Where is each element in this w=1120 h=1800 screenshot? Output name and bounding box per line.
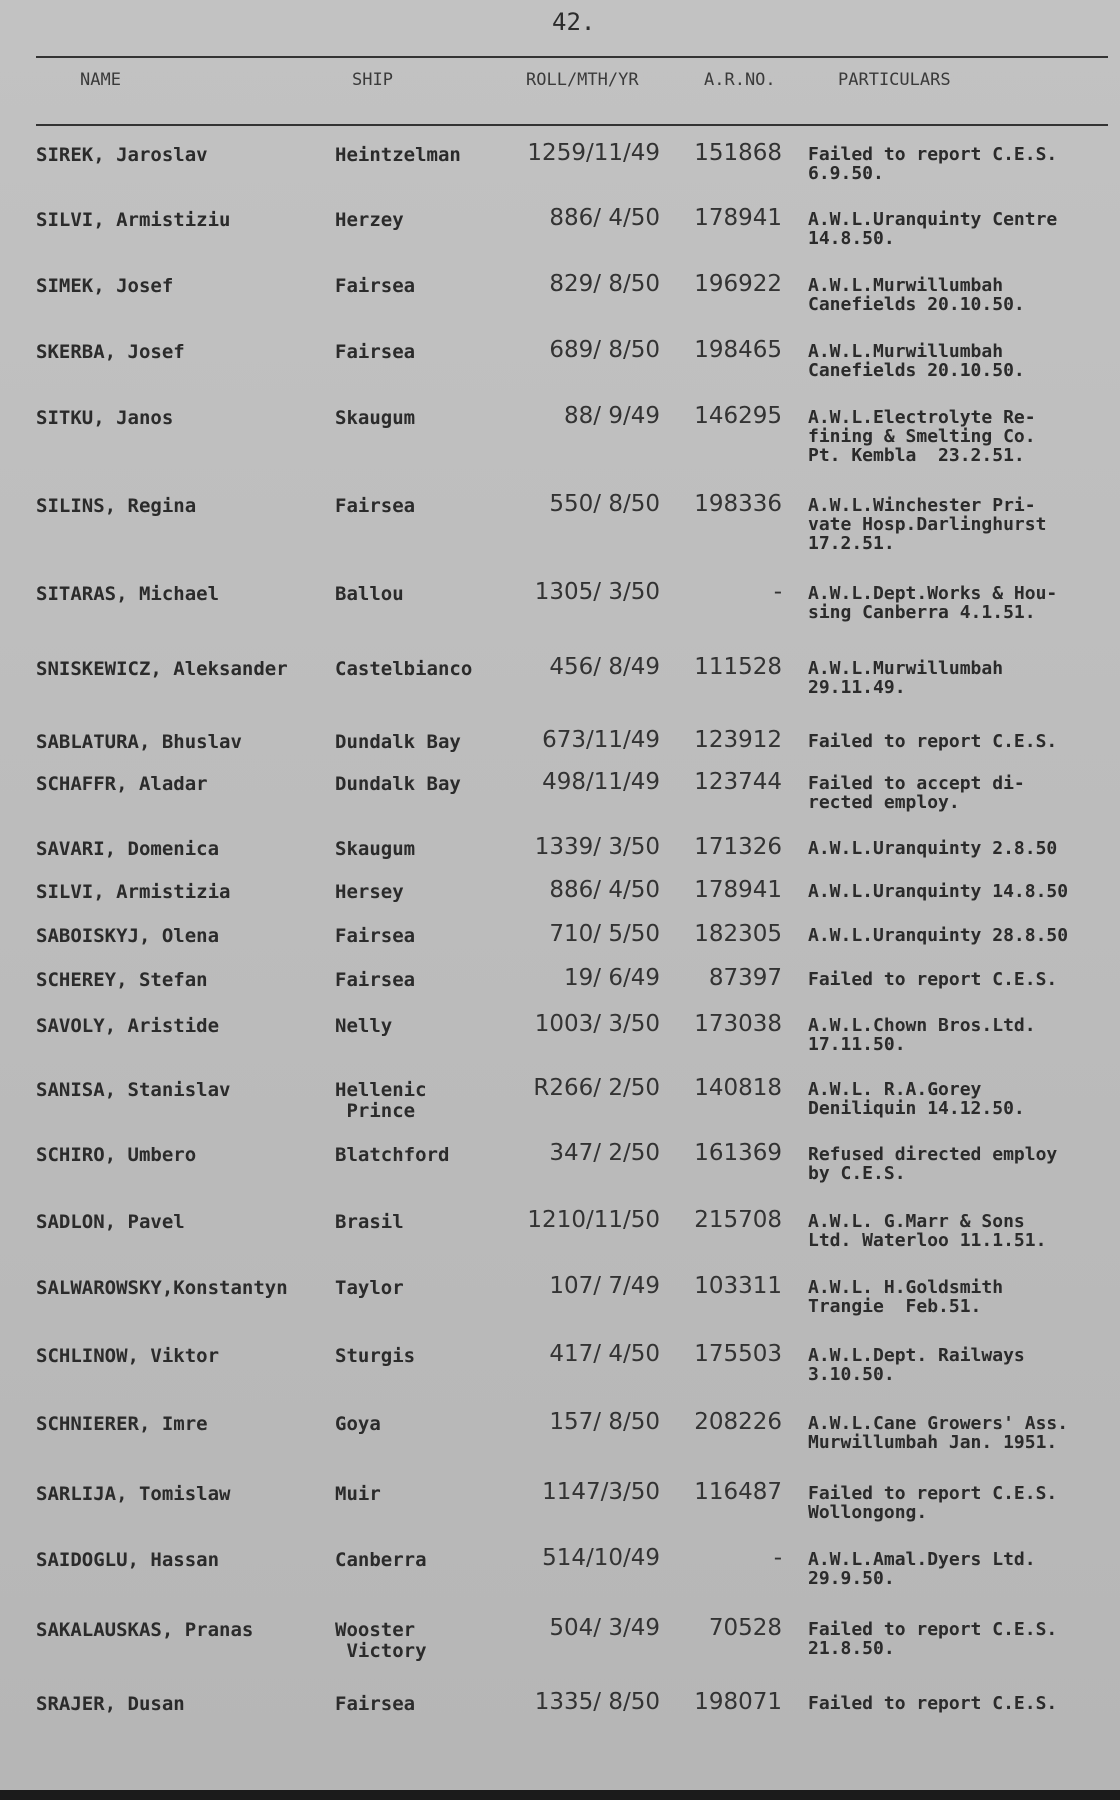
- name-cell: SCHIRO, Umbero: [36, 1144, 197, 1166]
- ship-cell: Dundalk Bay: [335, 731, 461, 753]
- particulars-cell: Failed to accept di- rected employ.: [808, 773, 1025, 813]
- ship-cell: Nelly: [335, 1015, 393, 1037]
- name-cell: SABLATURA, Bhuslav: [36, 731, 242, 753]
- roll-cell: 710/ 5/50: [549, 921, 660, 947]
- particulars-cell: A.W.L.Murwillumbah Canefields 20.10.50.: [808, 275, 1025, 315]
- name-cell: SCHEREY, Stefan: [36, 969, 208, 991]
- particulars-cell: A.W.L.Chown Bros.Ltd. 17.11.50.: [808, 1015, 1036, 1055]
- name-cell: SILVI, Armistizia: [36, 881, 231, 903]
- table-row: [0, 1341, 1120, 1406]
- particulars-cell: A.W.L.Uranquinty 14.8.50: [808, 881, 1069, 902]
- table-row: [0, 1545, 1120, 1610]
- table-row: [0, 271, 1120, 336]
- table-row: [0, 1409, 1120, 1474]
- particulars-cell: A.W.L.Murwillumbah 29.11.49.: [808, 658, 1004, 698]
- ship-cell: Fairsea: [335, 1693, 416, 1715]
- ar-no-cell: -: [773, 579, 782, 605]
- ar-no-cell: 182305: [694, 921, 782, 947]
- name-cell: SAVARI, Domenica: [36, 838, 220, 860]
- ship-cell: Fairsea: [335, 925, 416, 947]
- particulars-cell: Failed to report C.E.S.: [808, 731, 1058, 752]
- roll-cell: 829/ 8/50: [549, 271, 660, 297]
- ship-cell: Sturgis: [335, 1345, 416, 1367]
- ar-no-cell: 146295: [694, 403, 782, 429]
- ship-cell: Taylor: [335, 1277, 404, 1299]
- ship-cell: Muir: [335, 1483, 381, 1505]
- particulars-cell: Failed to report C.E.S. 6.9.50.: [808, 144, 1058, 184]
- particulars-cell: A.W.L.Uranquinty 28.8.50: [808, 925, 1069, 946]
- ship-cell: Fairsea: [335, 969, 416, 991]
- ar-no-cell: 198336: [694, 491, 782, 517]
- ar-no-cell: 123912: [694, 727, 782, 753]
- ar-no-cell: -: [773, 1545, 782, 1571]
- name-cell: SANISA, Stanislav: [36, 1079, 231, 1101]
- name-cell: SCHNIERER, Imre: [36, 1413, 208, 1435]
- ship-cell: Fairsea: [335, 275, 416, 297]
- header-ship: SHIP: [352, 70, 393, 90]
- roll-cell: 886/ 4/50: [549, 205, 660, 231]
- table-row: [0, 1075, 1120, 1140]
- table-row: [0, 337, 1120, 402]
- ar-no-cell: 175503: [694, 1341, 782, 1367]
- ship-cell: Hellenic Prince: [335, 1079, 427, 1122]
- table-row: [0, 1615, 1120, 1680]
- particulars-cell: A.W.L.Uranquinty 2.8.50: [808, 838, 1058, 859]
- ar-no-cell: 87397: [708, 965, 782, 991]
- header-roll: ROLL/MTH/YR: [526, 70, 639, 90]
- particulars-cell: Failed to report C.E.S.: [808, 1693, 1058, 1714]
- particulars-cell: A.W.L.Amal.Dyers Ltd. 29.9.50.: [808, 1549, 1036, 1589]
- roll-cell: 456/ 8/49: [549, 654, 660, 680]
- name-cell: SKERBA, Josef: [36, 341, 185, 363]
- particulars-cell: Refused directed employ by C.E.S.: [808, 1144, 1058, 1184]
- roll-cell: 157/ 8/50: [549, 1409, 660, 1435]
- ar-no-cell: 198071: [694, 1689, 782, 1715]
- table-row: [0, 654, 1120, 719]
- roll-cell: 1147/3/50: [542, 1479, 660, 1505]
- name-cell: SRAJER, Dusan: [36, 1693, 185, 1715]
- ship-cell: Fairsea: [335, 341, 416, 363]
- name-cell: SAKALAUSKAS, Pranas: [36, 1619, 254, 1641]
- ar-no-cell: 198465: [694, 337, 782, 363]
- roll-cell: 1003/ 3/50: [534, 1011, 660, 1037]
- table-row: [0, 769, 1120, 834]
- ar-no-cell: 123744: [694, 769, 782, 795]
- name-cell: SIREK, Jaroslav: [36, 144, 208, 166]
- ship-cell: Dundalk Bay: [335, 773, 461, 795]
- table-row: [0, 140, 1120, 205]
- name-cell: SITKU, Janos: [36, 407, 174, 429]
- ship-cell: Goya: [335, 1413, 381, 1435]
- name-cell: SADLON, Pavel: [36, 1211, 185, 1233]
- ship-cell: Skaugum: [335, 838, 416, 860]
- particulars-cell: A.W.L.Cane Growers' Ass. Murwillumbah Jan. 1951.: [808, 1413, 1069, 1453]
- roll-cell: 19/ 6/49: [564, 965, 660, 991]
- table-row: [0, 1207, 1120, 1272]
- table-row: [0, 491, 1120, 556]
- particulars-cell: Failed to report C.E.S. Wollongong.: [808, 1483, 1058, 1523]
- roll-cell: 504/ 3/49: [549, 1615, 660, 1641]
- roll-cell: R266/ 2/50: [533, 1075, 660, 1101]
- ar-no-cell: 70528: [708, 1615, 782, 1641]
- ship-cell: Herzey: [335, 209, 404, 231]
- name-cell: SCHAFFR, Aladar: [36, 773, 208, 795]
- name-cell: SNISKEWICZ, Aleksander: [36, 658, 288, 680]
- ar-no-cell: 215708: [694, 1207, 782, 1233]
- ar-no-cell: 171326: [694, 834, 782, 860]
- roll-cell: 1335/ 8/50: [534, 1689, 660, 1715]
- roll-cell: 1210/11/50: [527, 1207, 660, 1233]
- name-cell: SILVI, Armistiziu: [36, 209, 231, 231]
- ship-cell: Wooster Victory: [335, 1619, 427, 1662]
- roll-cell: 1259/11/49: [527, 140, 660, 166]
- particulars-cell: A.W.L.Winchester Pri- vate Hosp.Darlinghurst 17.2.51.: [808, 495, 1047, 554]
- ship-cell: Canberra: [335, 1549, 427, 1571]
- page-number: 42.: [552, 8, 596, 36]
- particulars-cell: A.W.L. H.Goldsmith Trangie Feb.51.: [808, 1277, 1004, 1317]
- roll-cell: 886/ 4/50: [549, 877, 660, 903]
- particulars-cell: A.W.L.Murwillumbah Canefields 20.10.50.: [808, 341, 1025, 381]
- roll-cell: 498/11/49: [542, 769, 660, 795]
- table-row: [0, 1011, 1120, 1076]
- name-cell: SARLIJA, Tomislaw: [36, 1483, 231, 1505]
- ar-no-cell: 116487: [694, 1479, 782, 1505]
- table-row: [0, 1273, 1120, 1338]
- ship-cell: Ballou: [335, 583, 404, 605]
- particulars-cell: A.W.L. R.A.Gorey Deniliquin 14.12.50.: [808, 1079, 1025, 1119]
- table-row: [0, 1479, 1120, 1544]
- roll-cell: 107/ 7/49: [549, 1273, 660, 1299]
- name-cell: SIMEK, Josef: [36, 275, 174, 297]
- header-ar-no: A.R.NO.: [704, 70, 776, 90]
- particulars-cell: A.W.L.Electrolyte Re- fining & Smelting Co. Pt. Kembla 23.2.51.: [808, 407, 1036, 466]
- particulars-cell: A.W.L.Dept. Railways 3.10.50.: [808, 1345, 1025, 1385]
- header-particulars: PARTICULARS: [838, 70, 951, 90]
- name-cell: SAIDOGLU, Hassan: [36, 1549, 220, 1571]
- ar-no-cell: 173038: [694, 1011, 782, 1037]
- name-cell: SILINS, Regina: [36, 495, 197, 517]
- roll-cell: 417/ 4/50: [549, 1341, 660, 1367]
- particulars-cell: Failed to report C.E.S.: [808, 969, 1058, 990]
- name-cell: SALWAROWSKY,Konstantyn: [36, 1277, 288, 1299]
- ar-no-cell: 178941: [694, 877, 782, 903]
- roll-cell: 88/ 9/49: [564, 403, 660, 429]
- ship-cell: Heintzelman: [335, 144, 461, 166]
- ship-cell: Skaugum: [335, 407, 416, 429]
- particulars-cell: A.W.L.Uranquinty Centre 14.8.50.: [808, 209, 1058, 249]
- ar-no-cell: 196922: [694, 271, 782, 297]
- ship-cell: Castelbianco: [335, 658, 473, 680]
- ar-no-cell: 178941: [694, 205, 782, 231]
- roll-cell: 514/10/49: [542, 1545, 660, 1571]
- name-cell: SABOISKYJ, Olena: [36, 925, 220, 947]
- ar-no-cell: 151868: [694, 140, 782, 166]
- ar-no-cell: 161369: [694, 1140, 782, 1166]
- ar-no-cell: 140818: [694, 1075, 782, 1101]
- roll-cell: 550/ 8/50: [549, 491, 660, 517]
- ship-cell: Blatchford: [335, 1144, 450, 1166]
- roll-cell: 689/ 8/50: [549, 337, 660, 363]
- particulars-cell: A.W.L. G.Marr & Sons Ltd. Waterloo 11.1.51.: [808, 1211, 1047, 1251]
- particulars-cell: A.W.L.Dept.Works & Hou- sing Canberra 4.1.51.: [808, 583, 1058, 623]
- roll-cell: 1305/ 3/50: [534, 579, 660, 605]
- name-cell: SAVOLY, Aristide: [36, 1015, 220, 1037]
- particulars-cell: Failed to report C.E.S. 21.8.50.: [808, 1619, 1058, 1659]
- ar-no-cell: 208226: [694, 1409, 782, 1435]
- ship-cell: Brasil: [335, 1211, 404, 1233]
- name-cell: SITARAS, Michael: [36, 583, 220, 605]
- table-row: [0, 1140, 1120, 1205]
- ar-no-cell: 111528: [694, 654, 782, 680]
- header-name: NAME: [80, 70, 121, 90]
- roll-cell: 673/11/49: [542, 727, 660, 753]
- table-row: [0, 1689, 1120, 1754]
- table-row: [0, 205, 1120, 270]
- ar-no-cell: 103311: [694, 1273, 782, 1299]
- table-row: [0, 403, 1120, 468]
- table-row: [0, 579, 1120, 644]
- roll-cell: 1339/ 3/50: [534, 834, 660, 860]
- ship-cell: Fairsea: [335, 495, 416, 517]
- ship-cell: Hersey: [335, 881, 404, 903]
- roll-cell: 347/ 2/50: [549, 1140, 660, 1166]
- name-cell: SCHLINOW, Viktor: [36, 1345, 220, 1367]
